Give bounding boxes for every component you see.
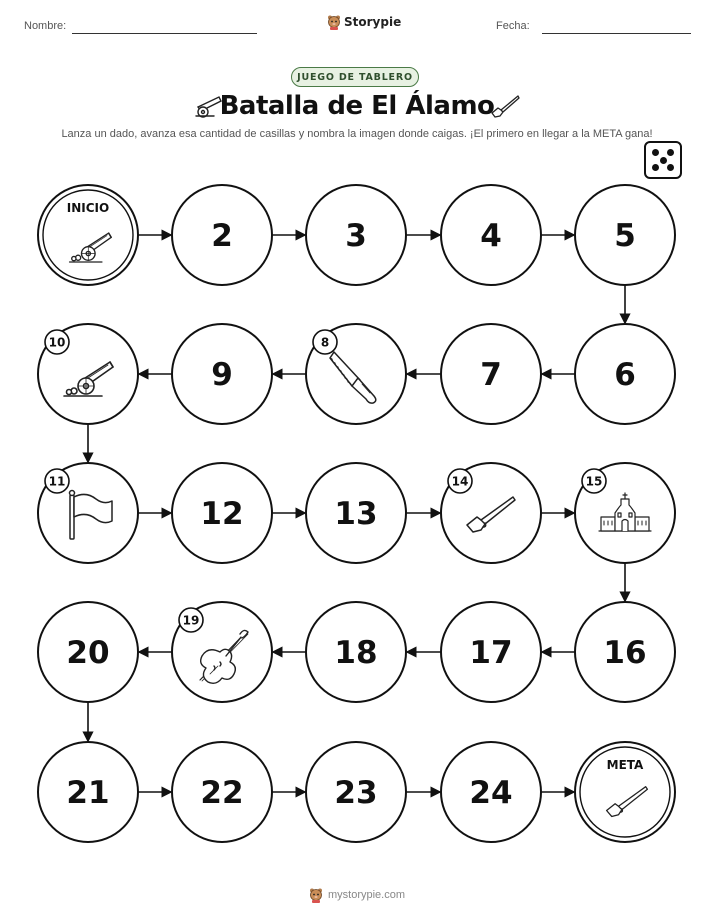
board-space <box>441 324 541 424</box>
board-space <box>172 463 272 563</box>
game-type-badge: JUEGO DE TABLERO <box>291 67 419 87</box>
start-space <box>38 185 138 285</box>
board-space <box>38 463 138 563</box>
board-space <box>575 463 675 563</box>
space-number: 8 <box>320 335 330 350</box>
board-space <box>575 185 675 285</box>
board-space <box>441 602 541 702</box>
space-number: 5 <box>614 218 636 254</box>
space-number: 20 <box>66 635 110 671</box>
page-title: Batalla de El Álamo <box>219 91 495 121</box>
board-space <box>306 185 406 285</box>
space-circle <box>38 185 138 285</box>
space-number: 9 <box>211 357 233 393</box>
board-space <box>575 602 675 702</box>
board-space <box>306 463 406 563</box>
board-space <box>306 742 406 842</box>
space-number: 10 <box>48 335 66 350</box>
space-number: 21 <box>66 775 110 811</box>
board-space <box>172 185 272 285</box>
instructions: Lanza un dado, avanza esa cantidad de casillas y nombra la imagen donde caigas. ¡El primero en llegar a la META gana! <box>61 128 653 140</box>
space-number: 22 <box>200 775 244 811</box>
goal-space <box>575 742 675 842</box>
board-space <box>38 324 138 424</box>
board-space <box>172 742 272 842</box>
space-number: 14 <box>451 474 469 489</box>
board-space <box>441 742 541 842</box>
space-number: 15 <box>585 474 603 489</box>
board-space <box>441 463 541 563</box>
board-space <box>441 185 541 285</box>
space-number: 3 <box>345 218 367 254</box>
space-number: 12 <box>200 496 244 532</box>
board-space <box>172 602 272 702</box>
space-number: 13 <box>334 496 378 532</box>
space-number: 6 <box>614 357 636 393</box>
board-space <box>306 324 406 424</box>
board-space <box>38 602 138 702</box>
board-space <box>38 742 138 842</box>
brand-name: Storypie <box>344 15 402 29</box>
space-number: 11 <box>48 474 66 489</box>
space-number: 17 <box>469 635 513 671</box>
footer <box>0 887 714 903</box>
board-space <box>575 324 675 424</box>
footer-url[interactable]: mystorypie.com <box>327 889 406 901</box>
storypie-mascot-icon <box>309 887 323 903</box>
name-label: Nombre: <box>24 20 67 32</box>
date-label: Fecha: <box>496 20 530 32</box>
start-label: INICIO <box>66 201 110 215</box>
space-circle <box>575 742 675 842</box>
space-number: 2 <box>211 218 233 254</box>
space-number: 19 <box>182 613 200 628</box>
space-number: 23 <box>334 775 378 811</box>
board-space <box>306 602 406 702</box>
goal-label: META <box>606 758 644 772</box>
space-number: 16 <box>603 635 647 671</box>
space-number: 18 <box>334 635 378 671</box>
space-number: 24 <box>469 775 513 811</box>
space-number: 7 <box>480 357 502 393</box>
space-number: 4 <box>480 218 502 254</box>
board-space <box>172 324 272 424</box>
